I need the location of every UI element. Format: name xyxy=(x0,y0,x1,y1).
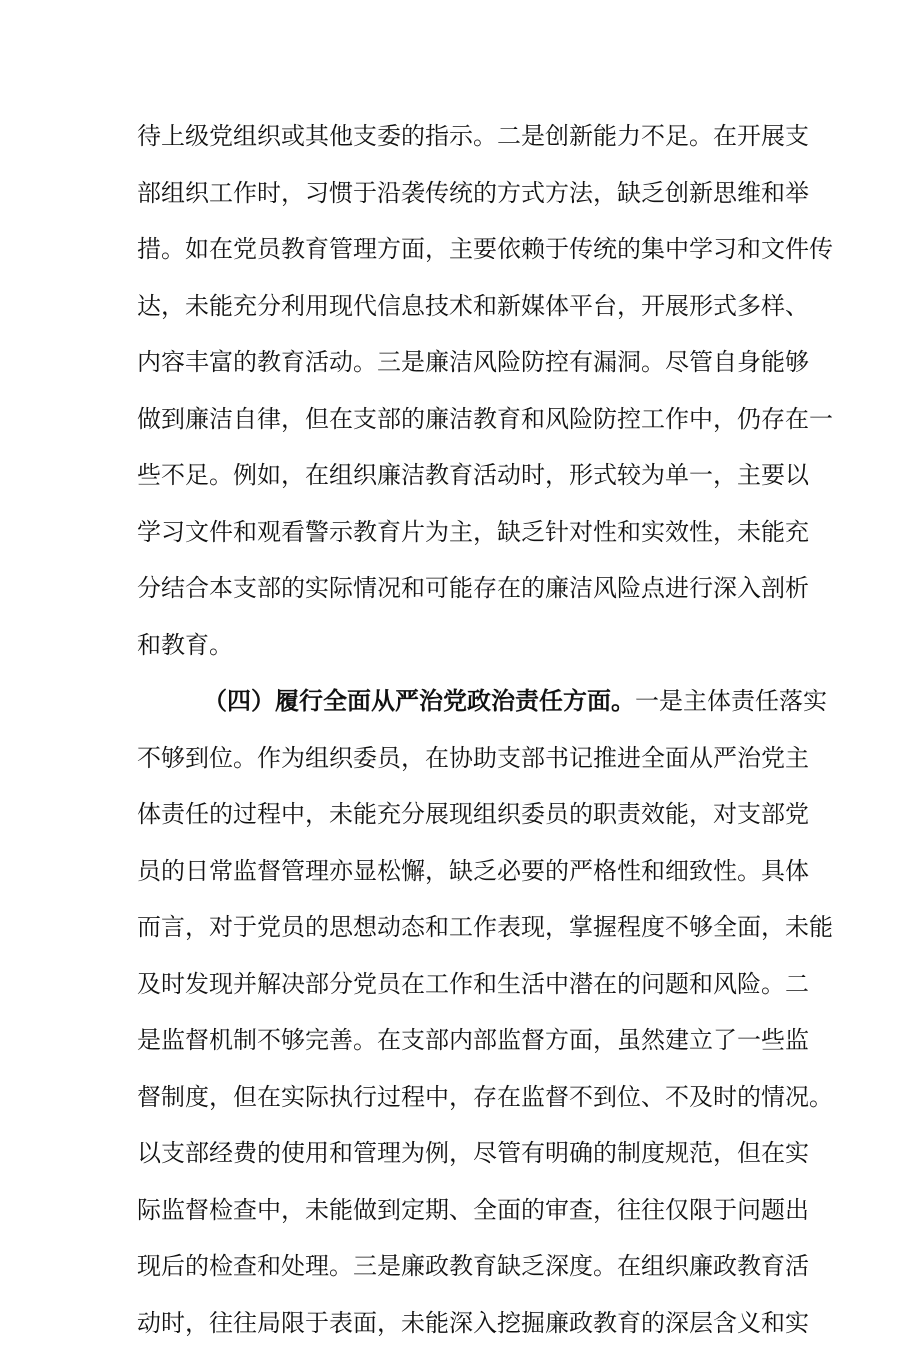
text-line: 而言，对于党员的思想动态和工作表现，掌握程度不够全面，未能 xyxy=(137,899,793,956)
text-line: 不够到位。作为组织委员，在协助支部书记推进全面从严治党主 xyxy=(137,730,793,787)
text-fragment: 一是主体责任落实 xyxy=(635,687,827,715)
text-line: 际监督检查中，未能做到定期、全面的审查，往往仅限于问题出 xyxy=(137,1182,793,1239)
text-line: 分结合本支部的实际情况和可能存在的廉洁风险点进行深入剖析 xyxy=(137,560,793,617)
section-heading: （四）履行全面从严治党政治责任方面。 xyxy=(203,686,635,715)
text-line: 体责任的过程中，未能充分展现组织委员的职责效能，对支部党 xyxy=(137,786,793,843)
text-line: 待上级党组织或其他支委的指示。二是创新能力不足。在开展支 xyxy=(137,108,793,165)
text-line: 些不足。例如，在组织廉洁教育活动时，形式较为单一，主要以 xyxy=(137,447,793,504)
text-line: 措。如在党员教育管理方面，主要依赖于传统的集中学习和文件传 xyxy=(137,221,793,278)
text-line: 及时发现并解决部分党员在工作和生活中潜在的问题和风险。二 xyxy=(137,956,793,1013)
text-line: 现后的检查和处理。三是廉政教育缺乏深度。在组织廉政教育活 xyxy=(137,1238,793,1295)
text-line: 和教育。 xyxy=(137,617,793,674)
text-line: 做到廉洁自律，但在支部的廉洁教育和风险防控工作中，仍存在一 xyxy=(137,391,793,448)
text-line: 达，未能充分利用现代信息技术和新媒体平台，开展形式多样、 xyxy=(137,278,793,335)
text-line: 以支部经费的使用和管理为例，尽管有明确的制度规范，但在实 xyxy=(137,1125,793,1182)
text-line: 部组织工作时，习惯于沿袭传统的方式方法，缺乏创新思维和举 xyxy=(137,165,793,222)
text-line: 督制度，但在实际执行过程中，存在监督不到位、不及时的情况。 xyxy=(137,1069,793,1126)
text-line: 内容丰富的教育活动。三是廉洁风险防控有漏洞。尽管自身能够 xyxy=(137,334,793,391)
section-heading-line xyxy=(137,673,793,730)
document-page xyxy=(137,108,793,1351)
text-line: 是监督机制不够完善。在支部内部监督方面，虽然建立了一些监 xyxy=(137,1012,793,1069)
text-line: 动时，往往局限于表面，未能深入挖掘廉政教育的深层含义和实 xyxy=(137,1295,793,1351)
text-line: 员的日常监督管理亦显松懈，缺乏必要的严格性和细致性。具体 xyxy=(137,843,793,900)
paragraph-party-work-shortcomings xyxy=(137,108,793,673)
text-line: 学习文件和观看警示教育片为主，缺乏针对性和实效性，未能充 xyxy=(137,504,793,561)
paragraph-party-discipline-responsibility xyxy=(137,673,793,1351)
